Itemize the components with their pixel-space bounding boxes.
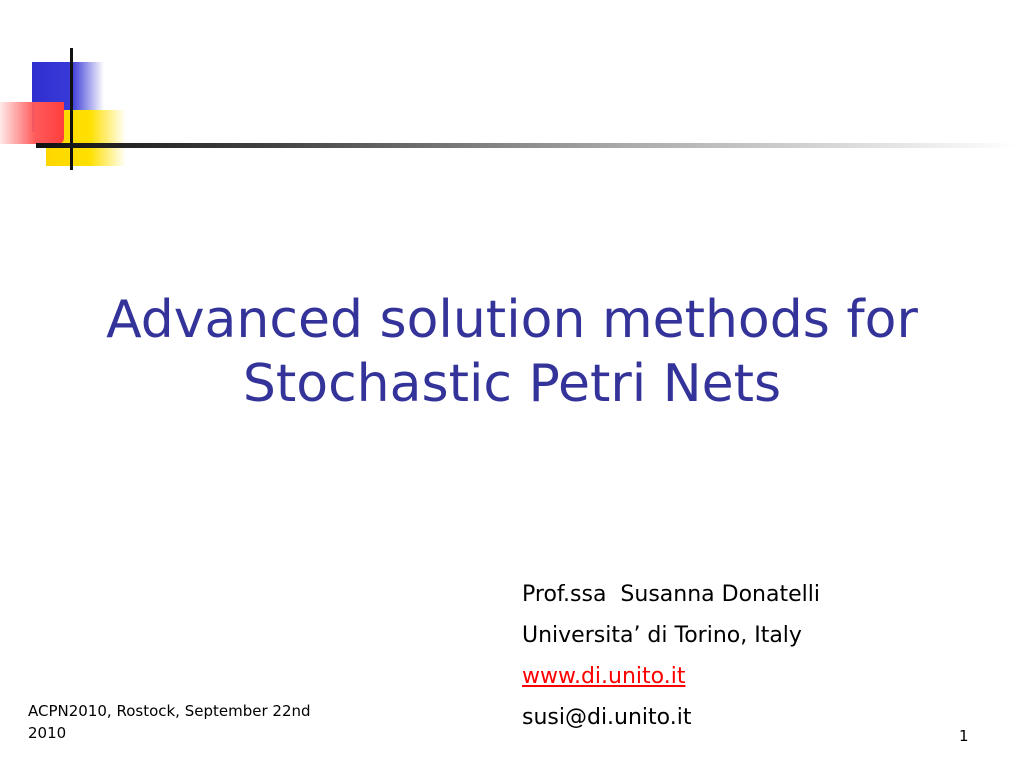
footer-line-1: ACPN2010, Rostock, September 22nd (28, 702, 311, 720)
title-line-1: Advanced solution methods for (106, 290, 918, 350)
slide-title (60, 288, 964, 416)
footer-conference (28, 700, 311, 744)
author-email: susi@di.unito.it (522, 705, 692, 730)
page-number: 1 (959, 727, 969, 745)
red-square-shape (0, 102, 64, 144)
corner-logo-graphic (0, 40, 140, 175)
footer-line-2: 2010 (28, 724, 67, 742)
header-rule (36, 143, 1016, 148)
title-line-2: Stochastic Petri Nets (242, 354, 782, 414)
vertical-line-shape (70, 48, 73, 170)
website-link[interactable]: www.di.unito.it (522, 664, 686, 689)
author-affiliation: Universita’ di Torino, Italy (522, 623, 802, 648)
author-name: Prof.ssa Susanna Donatelli (522, 582, 820, 607)
author-info (522, 574, 820, 738)
